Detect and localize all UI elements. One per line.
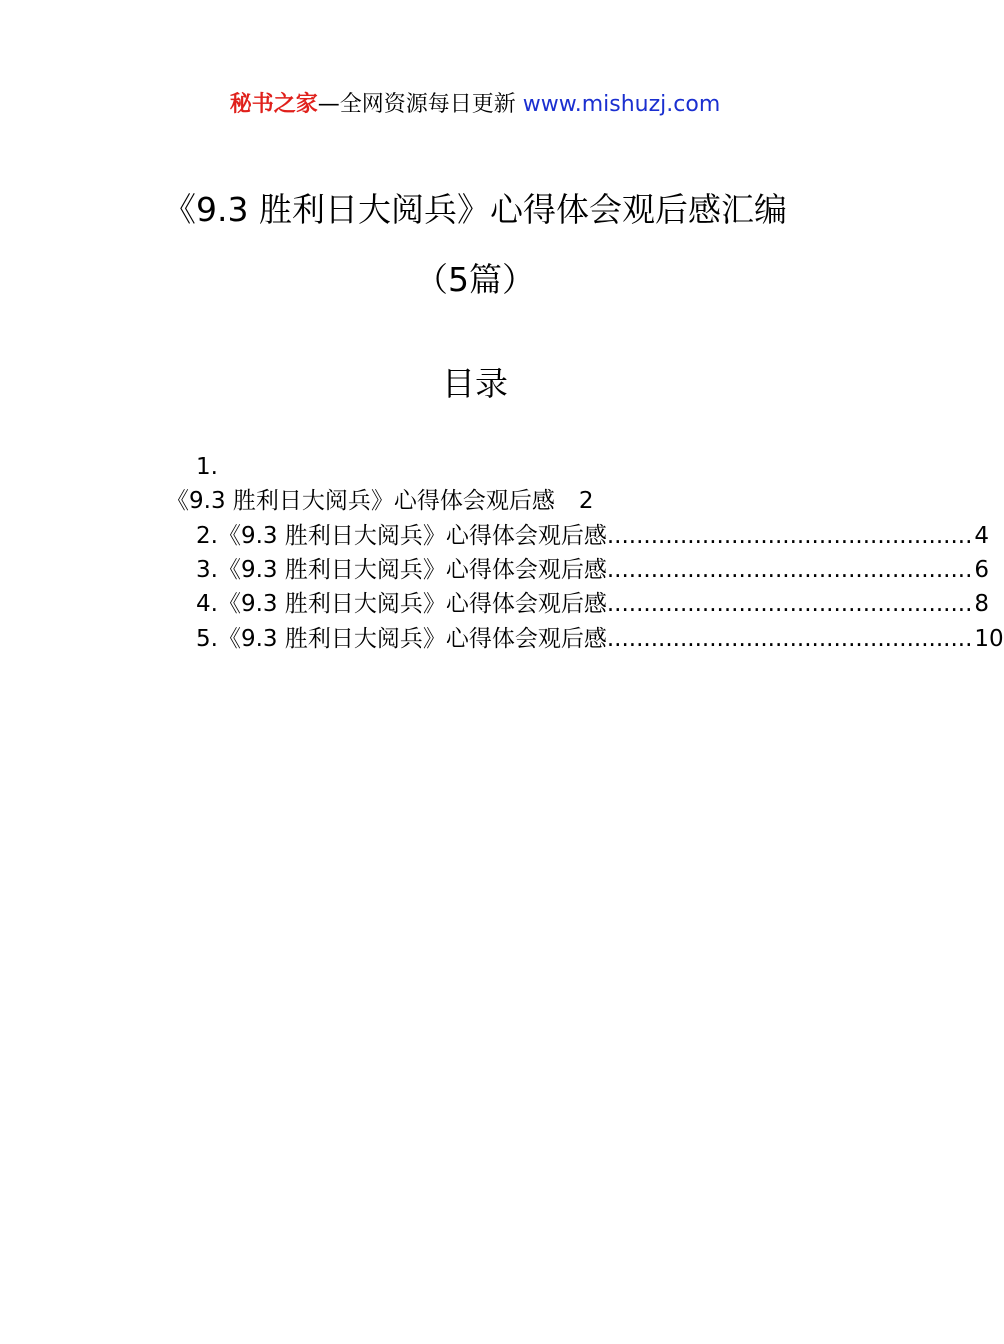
toc-entry-2[interactable]	[196, 519, 990, 553]
toc-entry-text: 《9.3 胜利日大阅兵》心得体会观后感	[217, 523, 607, 549]
toc-entry-number: 5.	[196, 626, 218, 652]
toc-entry-4[interactable]	[196, 587, 990, 621]
toc-entry-1-page: 2	[578, 488, 594, 514]
toc-entry-number: 2.	[196, 523, 218, 549]
toc-entry-1-text: 《9.3 胜利日大阅兵》心得体会观后感	[166, 488, 555, 514]
toc-entry-5[interactable]	[196, 622, 1004, 656]
toc-dot-leader: ..................................................	[606, 626, 973, 652]
toc-entry-page: 8	[974, 591, 990, 617]
toc-entry-1-number[interactable]: 1.	[196, 454, 218, 480]
toc-entry-page: 6	[974, 557, 990, 583]
toc-entry-number: 3.	[196, 557, 218, 583]
toc-heading: 目录	[442, 364, 508, 403]
header-tagline: —全网资源每日更新	[317, 92, 516, 117]
toc-entry-page: 10	[974, 626, 1004, 652]
toc-entry-1[interactable]	[166, 484, 594, 518]
brand-name: 秘书之家	[229, 92, 318, 117]
document-title: 《9.3 胜利日大阅兵》心得体会观后感汇编	[163, 190, 787, 229]
toc-dot-leader: ..................................................	[606, 523, 973, 549]
site-header	[0, 88, 950, 122]
toc-dot-leader: ..................................................	[606, 557, 973, 583]
toc-entry-text: 《9.3 胜利日大阅兵》心得体会观后感	[217, 557, 607, 583]
toc-entry-3[interactable]	[196, 553, 990, 587]
toc-entry-page: 4	[974, 523, 990, 549]
site-url-link[interactable]: www.mishuzj.com	[522, 92, 721, 117]
document-subtitle: （5篇）	[415, 260, 535, 299]
toc-entry-number: 4.	[196, 591, 218, 617]
toc-entry-text: 《9.3 胜利日大阅兵》心得体会观后感	[217, 626, 607, 652]
toc-entry-text: 《9.3 胜利日大阅兵》心得体会观后感	[217, 591, 607, 617]
toc-dot-leader: ..................................................	[606, 591, 973, 617]
